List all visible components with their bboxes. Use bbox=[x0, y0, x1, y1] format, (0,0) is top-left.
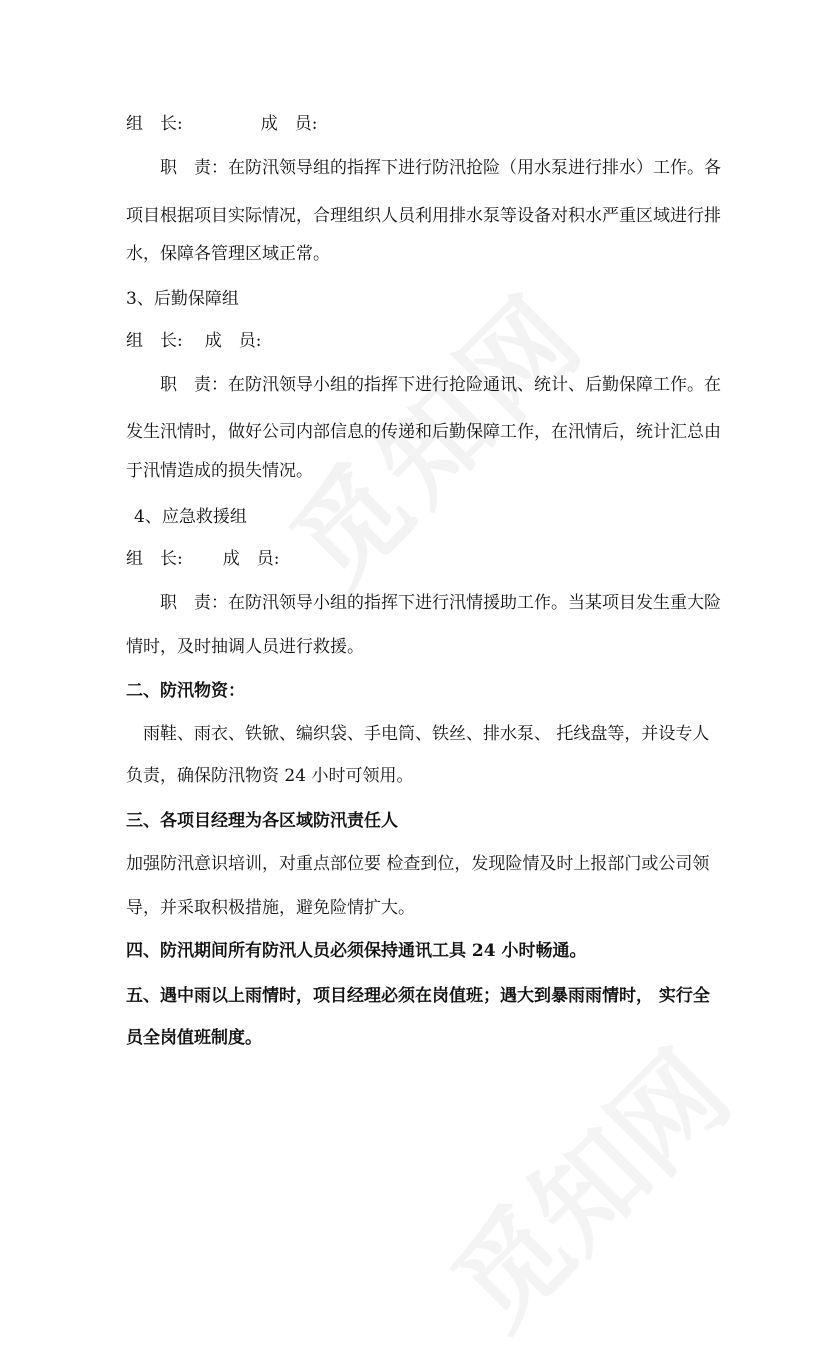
leader-label: 组 长: bbox=[126, 331, 183, 351]
body-line: 导，并采取积极措施，避免险情扩大。 bbox=[126, 898, 415, 918]
leader-member-row bbox=[126, 548, 279, 570]
duty-line: 于汛情造成的损失情况。 bbox=[126, 461, 313, 481]
part-heading: 五、遇中雨以上雨情时，项目经理必须在岗值班；遇大到暴雨雨情时， 实行全 bbox=[126, 986, 710, 1006]
section-heading: 4、应急救援组 bbox=[134, 507, 247, 527]
member-label: 成 员: bbox=[222, 549, 280, 569]
leader-member-row bbox=[126, 330, 261, 352]
leader-label: 组 长: bbox=[126, 114, 183, 134]
leader-label: 组 长: bbox=[126, 549, 183, 569]
section-heading: 3、后勤保障组 bbox=[126, 289, 239, 309]
duty-line: 职 责：在防汛领导小组的指挥下进行汛情援助工作。当某项目发生重大险 bbox=[160, 593, 721, 613]
duty-line: 职 责：在防汛领导小组的指挥下进行抢险通讯、统计、后勤保障工作。在 bbox=[160, 375, 721, 395]
part-heading: 四、防汛期间所有防汛人员必须保持通讯工具 24 小时畅通。 bbox=[126, 941, 587, 961]
body-line: 雨鞋、雨衣、铁锨、编织袋、手电筒、铁丝、排水泵、 托线盘等，并设专人 bbox=[143, 724, 710, 744]
member-label: 成 员: bbox=[260, 114, 318, 134]
watermark-bottom bbox=[412, 1011, 757, 1356]
part-heading: 三、各项目经理为各区域防汛责任人 bbox=[126, 811, 398, 831]
duty-line: 发生汛情时，做好公司内部信息的传递和后勤保障工作，在汛情后，统计汇总由 bbox=[126, 422, 721, 442]
part-heading: 二、防汛物资： bbox=[126, 681, 245, 701]
part-body-line: 员全岗值班制度。 bbox=[126, 1028, 262, 1048]
leader-member-row bbox=[126, 113, 317, 135]
duty-line: 职 责：在防汛领导组的指挥下进行防汛抢险（用水泵进行排水）工作。各 bbox=[160, 158, 721, 178]
body-line: 加强防汛意识培训，对重点部位要 检查到位，发现险情及时上报部门或公司领 bbox=[126, 854, 710, 874]
duty-line: 项目根据项目实际情况，合理组织人员利用排水泵等设备对积水严重区域进行排 bbox=[126, 206, 721, 226]
duty-line: 水，保障各管理区域正常。 bbox=[126, 244, 330, 264]
body-line: 负责，确保防汛物资 24 小时可领用。 bbox=[126, 766, 414, 786]
duty-line: 情时，及时抽调人员进行救援。 bbox=[126, 637, 364, 657]
member-label: 成 员: bbox=[204, 331, 262, 351]
